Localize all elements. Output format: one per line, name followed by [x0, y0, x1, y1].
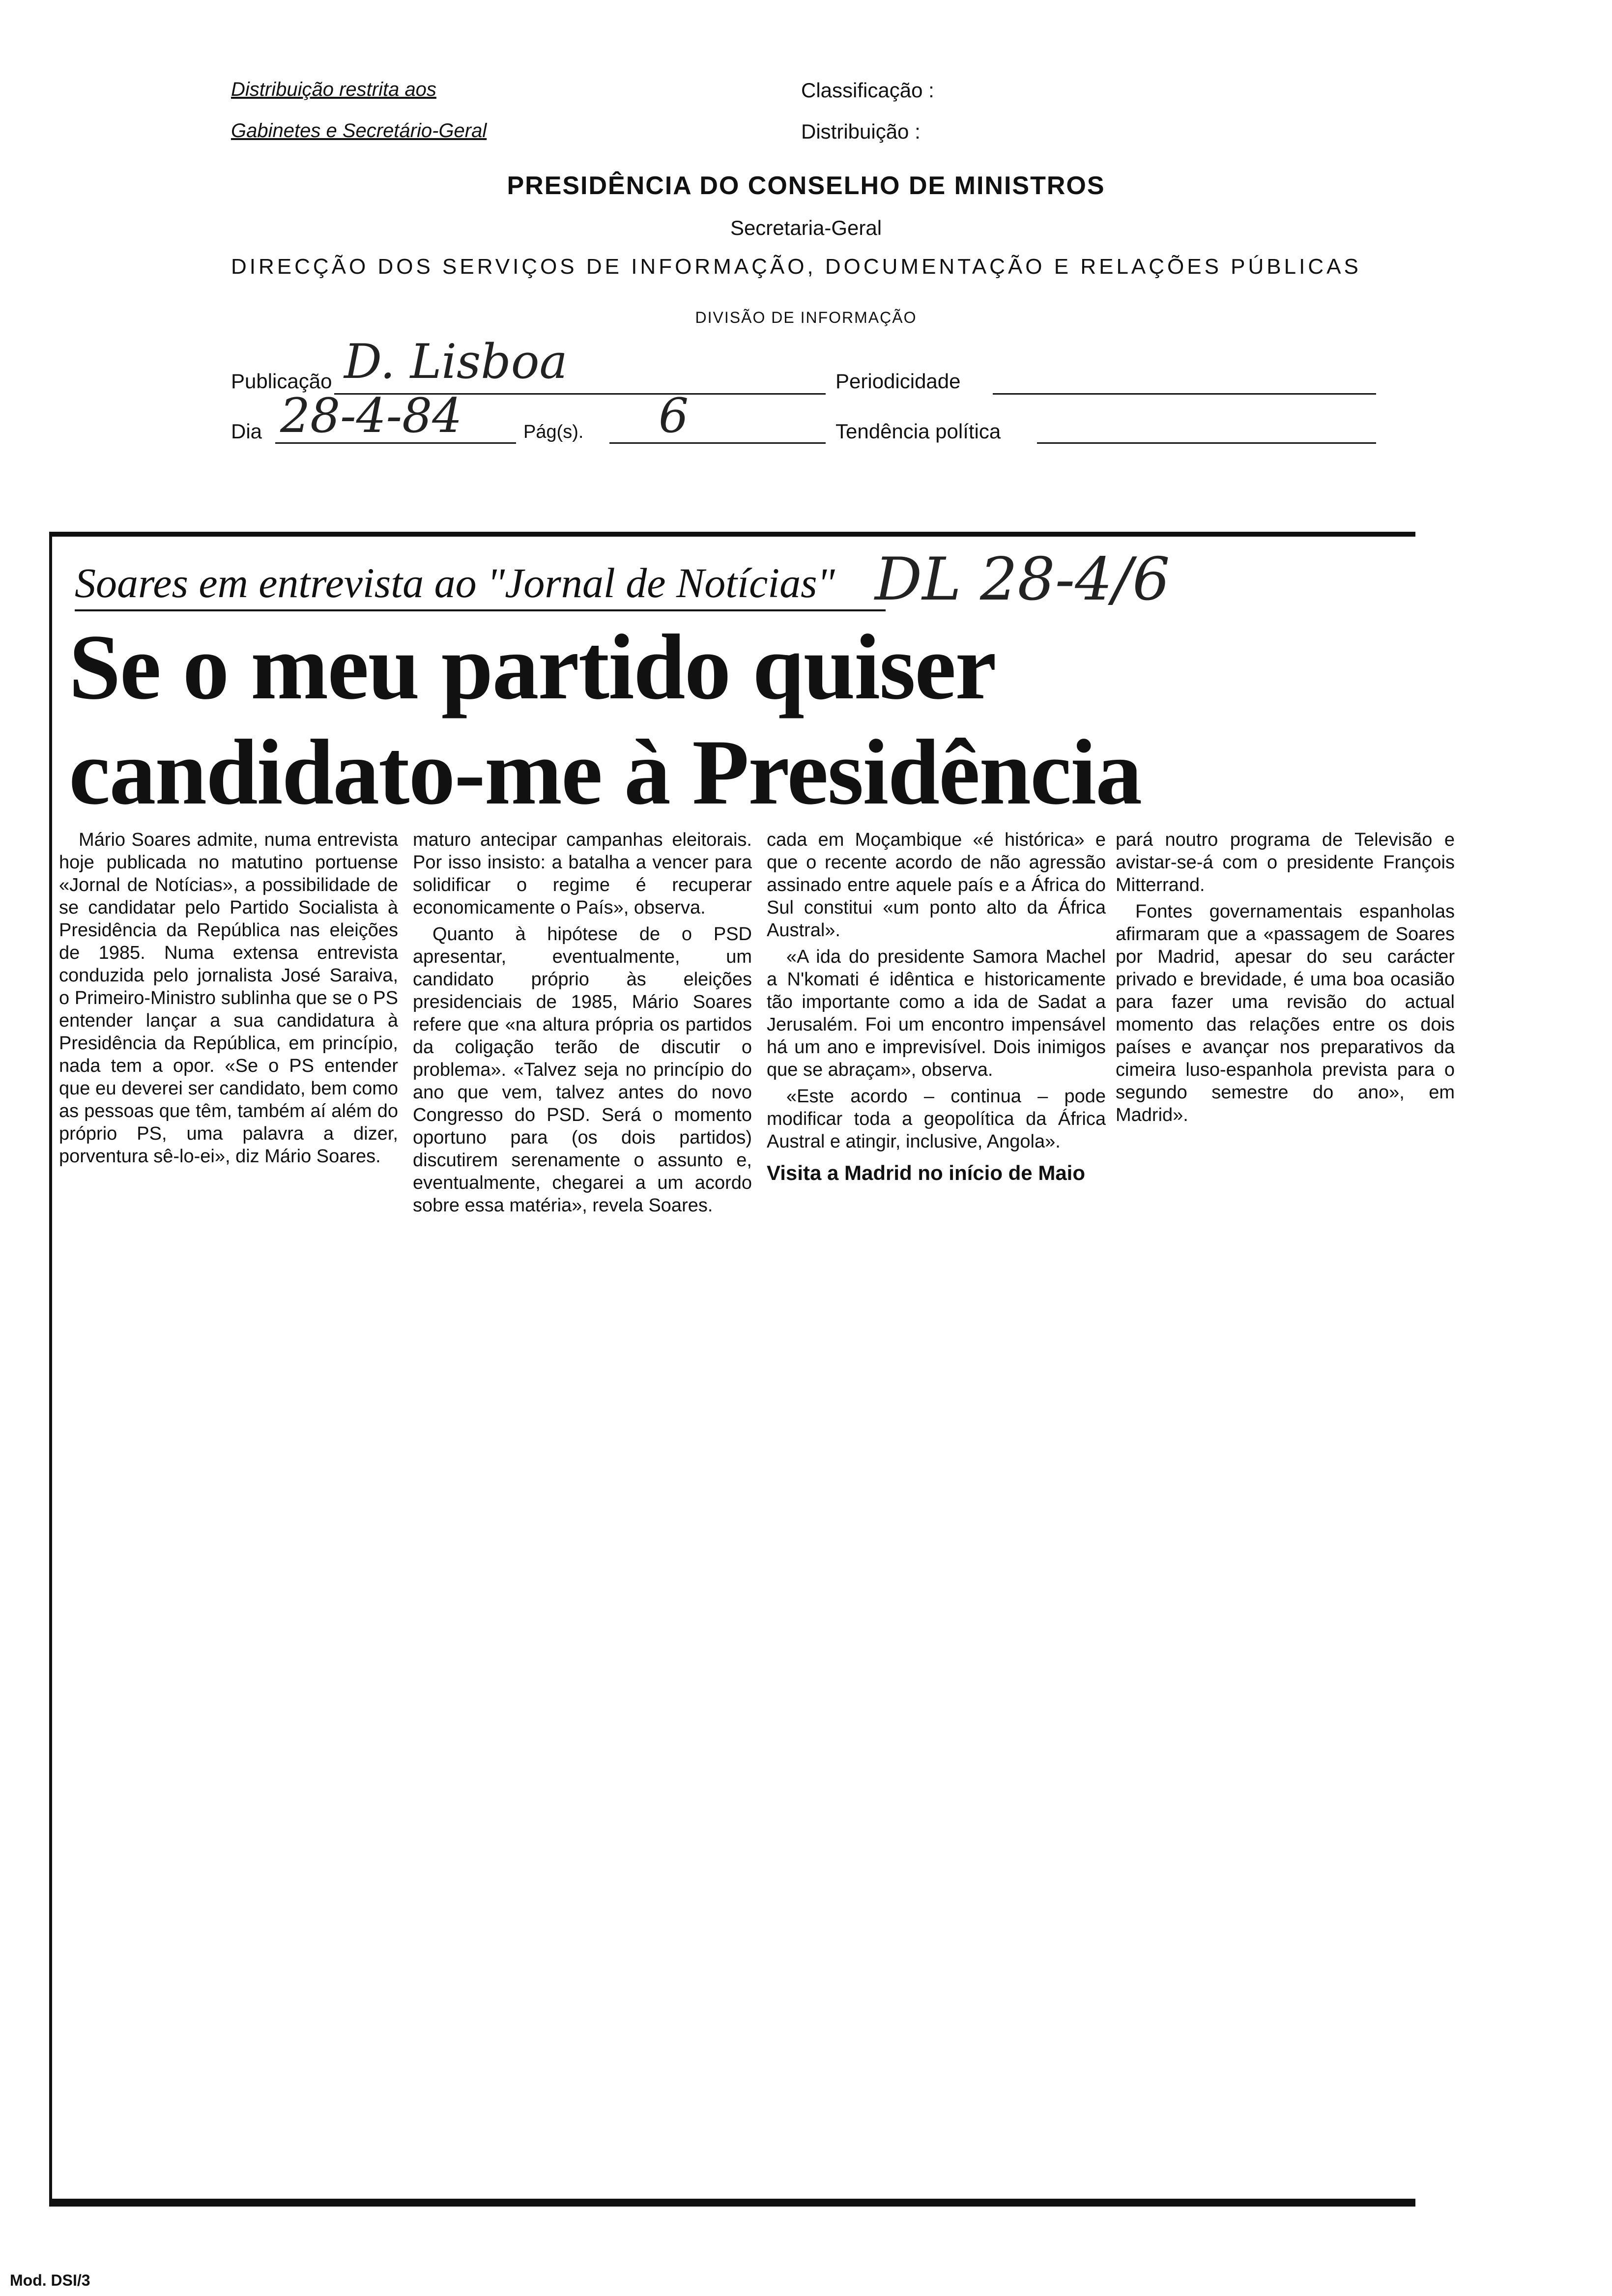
article-column-4 — [1116, 829, 1455, 1130]
pages-label: Pág(s). — [523, 422, 584, 442]
publication-label: Publicação — [231, 370, 332, 393]
distribution-label: Distribuição : — [801, 120, 921, 143]
day-label: Dia — [231, 420, 262, 443]
political-tendency-field-line — [1037, 442, 1376, 444]
col2-paragraph: maturo antecipar campanhas eleitorais. Por isso insisto: a batalha a vencer para solidificar o regime é recuperar economicamente o País», observa. — [413, 830, 752, 918]
col3-paragraph: «Este acordo – continua – pode modificar toda a geopolítica da África Austral e atingir, inclusive, Angola». — [767, 1086, 1106, 1152]
periodicity-label: Periodicidade — [835, 370, 961, 393]
article-column-2 — [413, 829, 752, 1221]
col3-paragraph: «A ida do presidente Samora Machel a N'komati é idêntica e historicamente tão importante como a ida de Sadat a Jerusalém. Foi um encontro impensável há um ano e imprevisível. Dois inimigos que se abraçam», observa. — [767, 947, 1106, 1080]
col2-paragraph: Quanto à hipótese de o PSD apresentar, eventualmente, um candidato próprio às eleições presidenciais de 1985, Mário Soares refere que «na altura própria os partidos da coligação terão de discutir o problema». «Talvez seja no princípio do ano que vem, talvez antes do novo Congresso do PSD. Será o momento oportuno para (os dois partidos) discutirem serenamente o assunto e, eventualmente, chegarei a um acordo sobre essa matéria», revela Soares. — [413, 924, 752, 1216]
col4-paragraph: Fontes governamentais espanholas afirmaram que a «passagem de Soares por Madrid, apesar do seu carácter privado e brevidade, é uma boa ocasião para fazer uma revisão do actual momento das relações entre os dois países e avançar nos preparativos da cimeira luso-espanhola prevista para o segundo semestre do ano», em Madrid». — [1116, 901, 1455, 1125]
distribution-restricted-line2: Gabinetes e Secretário-Geral — [231, 120, 487, 142]
distribution-restricted-line1: Distribuição restrita aos — [231, 79, 436, 100]
article-kicker: Soares em entrevista ao "Jornal de Notícias" — [75, 559, 835, 606]
col3-subheading: Visita a Madrid no início de Maio — [767, 1161, 1086, 1184]
directorate-title: DIRECÇÃO DOS SERVIÇOS DE INFORMAÇÃO, DOCUMENTAÇÃO E RELAÇÕES PÚBLICAS — [231, 255, 1361, 279]
clipping-top-rule — [49, 532, 1415, 537]
headline-line1: Se o meu partido quiser — [69, 616, 996, 719]
pages-handwritten: 6 — [659, 388, 689, 443]
handwritten-reference: DL 28-4/6 — [875, 545, 1170, 614]
article-column-1 — [59, 829, 398, 1172]
col4-paragraph: pará noutro programa de Televisão e avistar-se-á com o presidente François Mitterrand. — [1116, 830, 1455, 895]
article-column-3 — [767, 829, 1106, 1193]
col3-paragraph: cada em Moçambique «é histórica» e que o recente acordo de não agressão assinado entre aquele país e a África do Sul constitui «um ponto alto da África Austral». — [767, 830, 1106, 941]
pages-field-line — [609, 442, 826, 444]
headline-line2: candidato-me à Presidência — [69, 721, 1142, 824]
political-tendency-label: Tendência política — [835, 420, 1001, 443]
periodicity-field-line — [993, 393, 1376, 395]
clipping-bottom-rule — [49, 2199, 1415, 2207]
form-code: Mod. DSI/3 — [10, 2271, 90, 2289]
secretariat-title: Secretaria-Geral — [730, 216, 882, 239]
classification-label: Classificação : — [801, 79, 934, 102]
publication-handwritten: D. Lisboa — [344, 334, 568, 389]
kicker-underline — [75, 609, 886, 611]
division-title: DIVISÃO DE INFORMAÇÃO — [695, 309, 917, 326]
clipping-left-edge — [49, 532, 52, 2203]
col1-paragraph: Mário Soares admite, numa entrevista hoje publicada no matutino portuense «Jornal de Notícias», a possibilidade de se candidatar pelo Partido Socialista à Presidência da República nas eleições de 1985. Numa extensa entrevista conduzida pelo jornalista José Saraiva, o Primeiro-Ministro sublinha que se o PS entender lançar a sua candidatura à Presidência da República, em princípio, nada tem a opor. «Se o PS entender que eu deverei ser candidato, bem como as pessoas que têm, também aí além do próprio PS, uma palavra a dizer, porventura sê-lo-ei», diz Mário Soares. — [59, 830, 398, 1167]
ministry-title: PRESIDÊNCIA DO CONSELHO DE MINISTROS — [507, 172, 1105, 200]
day-handwritten: 28-4-84 — [280, 388, 462, 443]
